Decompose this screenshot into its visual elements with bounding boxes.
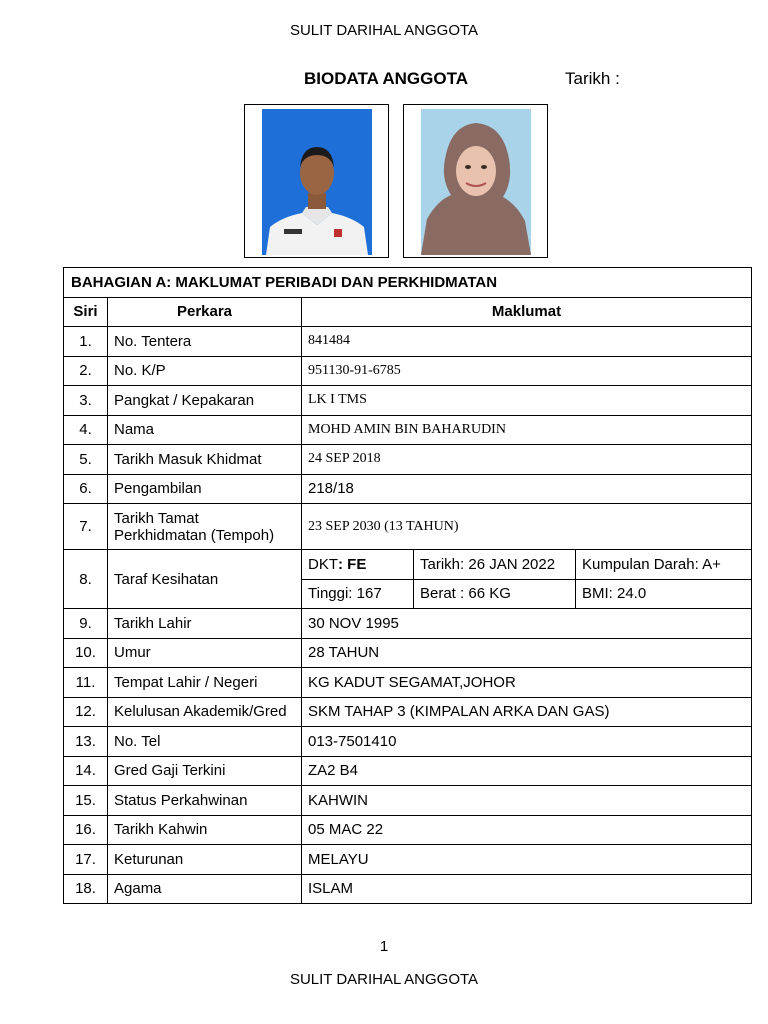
row-maklumat: MELAYU (302, 845, 752, 875)
table-row (64, 638, 752, 668)
header-classification: SULIT DARIHAL ANGGOTA (289, 22, 479, 39)
table-row (64, 415, 752, 445)
section-a-title: BAHAGIAN A: MAKLUMAT PERIBADI DAN PERKHIDMATAN (64, 268, 752, 298)
row-number: 3. (64, 386, 108, 416)
table-row (64, 697, 752, 727)
row-number: 4. (64, 415, 108, 445)
footer-classification: SULIT DARIHAL ANGGOTA (289, 971, 479, 988)
row-number: 12. (64, 697, 108, 727)
row-number: 14. (64, 756, 108, 786)
row-perkara: Nama (108, 415, 302, 445)
row-number: 10. (64, 638, 108, 668)
row-number: 6. (64, 474, 108, 504)
table-row (64, 756, 752, 786)
row-number: 1. (64, 327, 108, 357)
table-row (64, 474, 752, 504)
table-row (64, 386, 752, 416)
row-maklumat: 28 TAHUN (302, 638, 752, 668)
table-row (64, 786, 752, 816)
row-perkara: Tarikh Lahir (108, 609, 302, 639)
table-row (64, 874, 752, 904)
row-perkara: Kelulusan Akademik/Gred (108, 697, 302, 727)
spouse-photo (403, 104, 548, 258)
row-perkara: Tarikh Tamat Perkhidmatan (Tempoh) (108, 504, 302, 550)
row-perkara: Taraf Kesihatan (108, 550, 302, 609)
row-number: 16. (64, 815, 108, 845)
row-number: 17. (64, 845, 108, 875)
tarikh-label: Tarikh : (565, 69, 620, 88)
row-maklumat: 30 NOV 1995 (302, 609, 752, 639)
row-maklumat: ISLAM (302, 874, 752, 904)
row-number: 13. (64, 727, 108, 757)
row-maklumat: KAHWIN (302, 786, 752, 816)
table-row (64, 327, 752, 357)
row-number: 7. (64, 504, 108, 550)
row-perkara: Umur (108, 638, 302, 668)
biodata-table (63, 267, 752, 904)
table-row (64, 668, 752, 698)
table-row (64, 815, 752, 845)
row-number: 11. (64, 668, 108, 698)
row-maklumat: KG KADUT SEGAMAT,JOHOR (302, 668, 752, 698)
column-header-siri: Siri (64, 297, 108, 327)
row-maklumat: 218/18 (302, 474, 752, 504)
row-maklumat: 24 SEP 2018 (302, 445, 752, 475)
row-perkara: No. Tel (108, 727, 302, 757)
row-number: 5. (64, 445, 108, 475)
row-perkara: No. Tentera (108, 327, 302, 357)
row-perkara: Tempat Lahir / Negeri (108, 668, 302, 698)
column-header-perkara: Perkara (108, 297, 302, 327)
row-maklumat: 23 SEP 2030 (13 TAHUN) (302, 504, 752, 550)
row-number: 2. (64, 356, 108, 386)
row-perkara: Tarikh Masuk Khidmat (108, 445, 302, 475)
health-tinggi: Tinggi: 167 (302, 579, 414, 609)
row-perkara: Gred Gaji Terkini (108, 756, 302, 786)
row-perkara: Agama (108, 874, 302, 904)
row-perkara: Tarikh Kahwin (108, 815, 302, 845)
health-dkt: DKT: FE (302, 550, 414, 580)
page-title: BIODATA ANGGOTA (304, 69, 468, 88)
row-maklumat: LK I TMS (302, 386, 752, 416)
row-perkara: Keturunan (108, 845, 302, 875)
page-number: 1 (379, 938, 389, 955)
row-maklumat: 951130-91-6785 (302, 356, 752, 386)
row-number: 9. (64, 609, 108, 639)
row-number: 15. (64, 786, 108, 816)
row-perkara: Pengambilan (108, 474, 302, 504)
table-row (64, 356, 752, 386)
health-tarikh: Tarikh: 26 JAN 2022 (414, 550, 576, 580)
dkt-label: DKT (308, 555, 338, 573)
table-row (64, 550, 752, 580)
table-row (64, 845, 752, 875)
table-row (64, 609, 752, 639)
dkt-value: FE (347, 555, 367, 573)
row-perkara: Status Perkahwinan (108, 786, 302, 816)
health-darah: Kumpulan Darah: A+ (576, 550, 752, 580)
member-photo (244, 104, 389, 258)
row-perkara: No. K/P (108, 356, 302, 386)
row-number: 18. (64, 874, 108, 904)
health-berat: Berat : 66 KG (414, 579, 576, 609)
row-maklumat: SKM TAHAP 3 (KIMPALAN ARKA DAN GAS) (302, 697, 752, 727)
health-bmi: BMI: 24.0 (576, 579, 752, 609)
row-number: 8. (64, 550, 108, 609)
row-maklumat: ZA2 B4 (302, 756, 752, 786)
row-maklumat: 013-7501410 (302, 727, 752, 757)
table-row (64, 727, 752, 757)
row-maklumat: MOHD AMIN BIN BAHARUDIN (302, 415, 752, 445)
row-maklumat: 841484 (302, 327, 752, 357)
row-maklumat: 05 MAC 22 (302, 815, 752, 845)
table-row (64, 445, 752, 475)
row-perkara: Pangkat / Kepakaran (108, 386, 302, 416)
column-header-maklumat: Maklumat (302, 297, 752, 327)
table-row (64, 504, 752, 550)
